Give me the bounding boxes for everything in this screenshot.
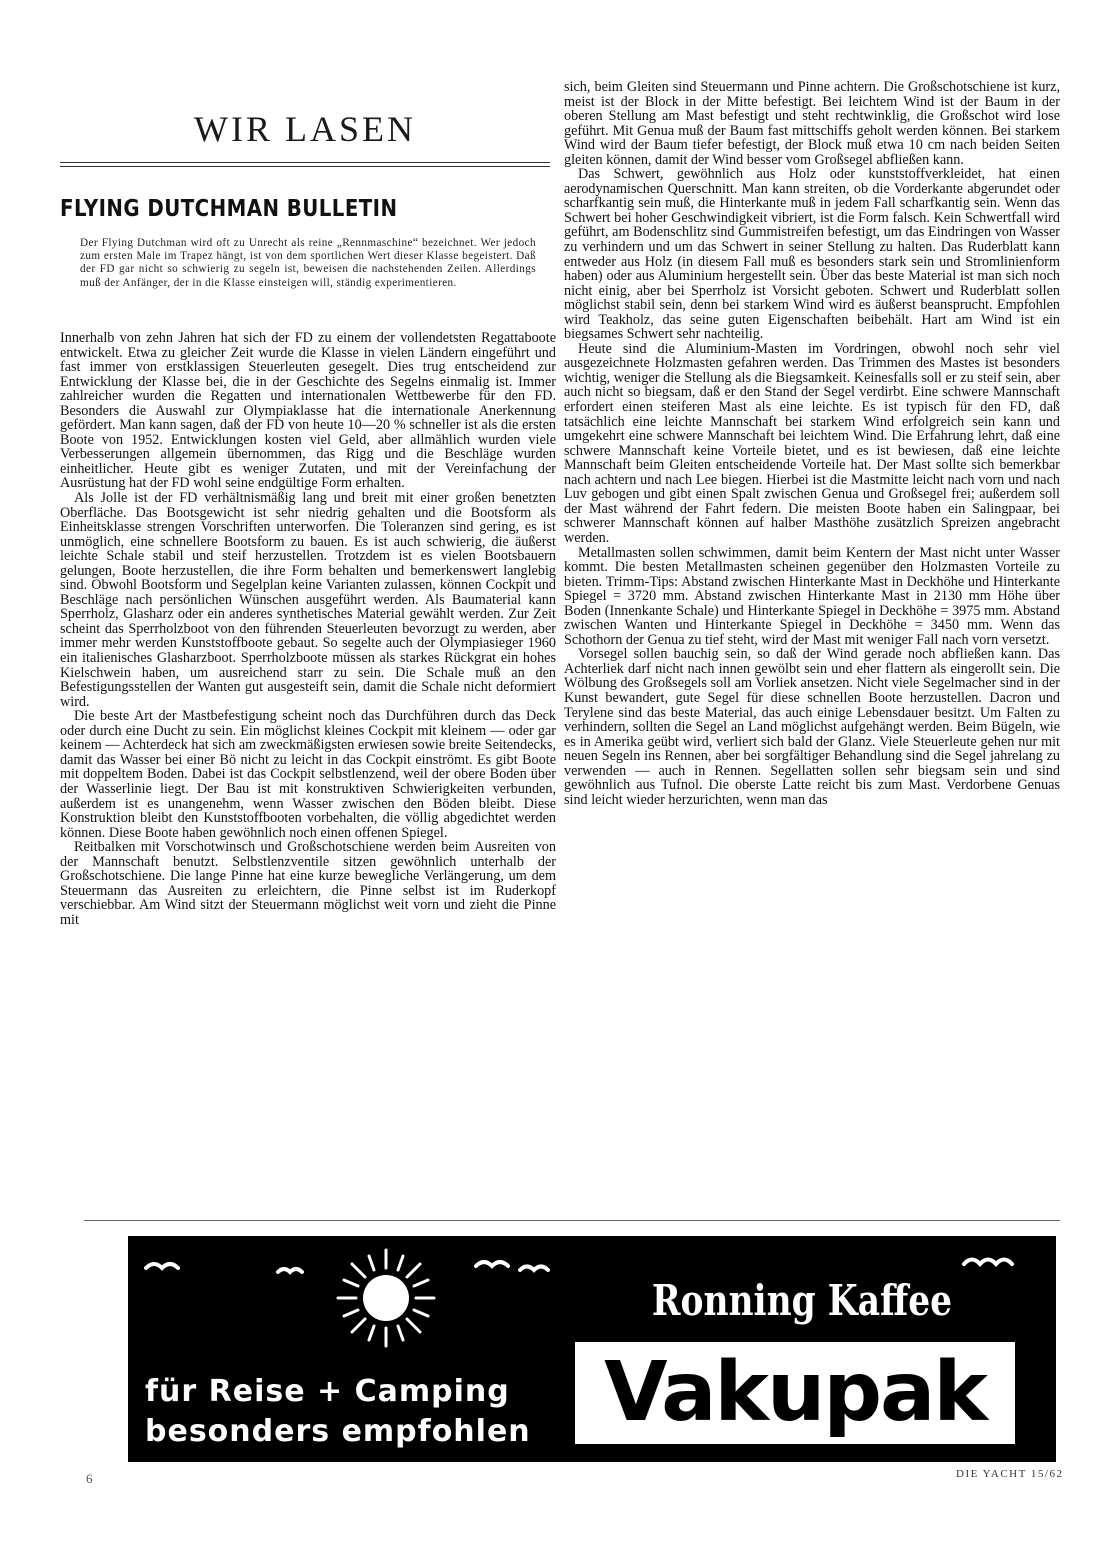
sun-and-gulls-illustration [128,1236,588,1376]
paragraph: Die beste Art der Mastbefestigung scheint noch das Durchführen durch das Deck oder durch eine Ducht zu sein. Ein möglichst kleines Cockpit mit kleinem — oder gar keinem — Achterdeck hat sich am zweckmäßigsten erwiesen sowie breite Seitendecks, damit das Wasser bei einer Bö nicht zu leicht in das Cockpit einströmt. Es gibt Boote mit doppeltem Boden. Dabei ist das Cockpit selbstlenzend, weil der obere Boden über der Wasserlinie liegt. Der Bau ist mit konstruktiven Schwierigkeiten verbunden, außerdem ist es unangenehm, wenn Wasser zwischen den Böden bleibt. Diese Konstruktion bleibt den Kunststoffbooten vorbehalten, die völlig abgedichtet werden können. Diese Boote haben gewöhnlich noch einen offenen Spiegel. [60,708,556,841]
left-column [60,331,556,927]
paragraph: Reitbalken mit Vorschotwinsch und Großschotschiene werden beim Ausreiten von der Mannschaft benutzt. Selbstlenzventile sitzen gewöhnlich unterhalb der Großschotschiene. Die lange Pinne hat eine kurze bewegliche Verlängerung, um dem Steuermann das Ausreiten zu erleichtern, die Pinne selbst ist im Ruderkopf verschiebbar. Am Wind sitzt der Steuermann möglichst weit vorn und zieht die Pinne mit [60,839,556,928]
sun-icon [338,1250,434,1346]
paragraph: Innerhalb von zehn Jahren hat sich der FD zu einem der vollendetsten Regattaboote entwickelt. Etwa zu gleicher Zeit wurde die Klasse in vielen Ländern eingeführt und fast immer von erstklassigen Steuerleuten gesegelt. Dies trug entscheidend zur Entwicklung der Klasse bei, die in der Geschichte des Segelns einmalig ist. Immer zahlreicher wurden die Regatten und internationalen Wettbewerbe für den FD. Besonders die Auswahl zur Olympiaklasse hat die internationale Anerkennung gefördert. Man kann sagen, daß der FD von heute 10—20 % schneller ist als die ersten Boote von 1952. Entwicklungen kosten viel Geld, aber allmählich wurden viele Verbesserungen allgemein übernommen, das Rigg und die Beschläge wurden einheitlicher. Heute gibt es weniger Zutaten, und mit der Vereinfachung der Ausrüstung hat der FD wohl seine endgültige Form erhalten. [60,330,556,492]
article-headline: FLYING DUTCHMAN BULLETIN [60,196,398,222]
section-title: WIR LASEN [194,109,416,149]
title-rule-top [60,162,550,163]
magazine-issue: DIE YACHT 15/62 [956,1468,1064,1480]
paragraph: Heute sind die Aluminium-Masten im Vordringen, obwohl noch sehr viel ausgezeichnete Holzmasten gefahren werden. Das Trimmen des Mastes ist besonders wichtig, weniger die Stellung als die Biegsamkeit. Keinesfalls soll er zu steif sein, aber auch nicht so biegsam, daß er den Stand der Segel verdirbt. Eine schwere Mannschaft erfordert einen steiferen Mast als eine leichte. Es ist typisch für den FD, daß tatsächlich eine leichte Mannschaft bei starkem Wind erfolgreich sein kann und umgekehrt eine schwere Mannschaft bei leichtem Wind. Die Erfahrung lehrt, daß eine schwere Mannschaft keine Vorteile bietet, und es ist bewiesen, daß eine leichte Mannschaft beim Gleiten entscheidende Vorteile hat. Der Mast sollte sich bemerkbar nach achtern und nach Lee biegen. Hierbei ist die Mastmitte leicht nach vorn und nach Luv gebogen und gibt einen Spalt zwischen Genua und Großsegel frei; außerdem soll der Mast während der Fahrt federn. Die meisten Boote haben ein Salingpaar, bei schwerer Mannschaft können auf halber Masthöhe zusätzlich Spreizen angebracht werden. [564,340,1060,546]
right-column [564,80,1060,807]
ad-product-box [575,1342,1015,1444]
paragraph: sich, beim Gleiten sind Steuermann und Pinne achtern. Die Großschotschiene ist kurz, meist ist der Block in der Mitte befestigt. Bei leichtem Wind ist der Baum in der oberen Stellung am Mast befestigt und steht rechtwinklig, die Großschot wird lose geführt. Mit Genua muß der Baum fast mittschiffs geholt werden können. Bei starkem Wind wird der Baum tiefer befestigt, der Block muß etwa 10 cm nach beiden Seiten gleiten können, damit der Wind besser vom Großsegel abfließen kann. [564,79,1060,168]
paragraph: Als Jolle ist der FD verhältnismäßig lang und breit mit einer großen benetzten Oberfläche. Das Bootsgewicht ist sehr niedrig gehalten und die Bootsform als Einheitsklasse strengen Vorschriften unterworfen. Die Toleranzen sind gering, es ist unmöglich, eine schnellere Bootsform zu bauen. Es ist auch schwierig, die äußerst leichte Schale stabil und steif herzustellen. Trotzdem ist es vielen Bootsbauern gelungen, Boote herzustellen, die ihre Form behalten und bemerkenswert langlebig sind. Obwohl Bootsform und Segelplan keine Varianten zulassen, können Cockpit und Beschläge nach persönlichen Wünschen ausgeführt werden. Als Baumaterial kann Sperrholz, Glasharz oder ein anderes synthetisches Material gewählt werden. Zur Zeit scheint das Sperrholzboot von den führenden Steuerleuten bevorzugt zu werden, aber immer mehr werden Kunststoffboote gebaut. So segelte auch der Olympiasieger 1960 ein italienisches Glasharzboot. Sperrholzboote müssen als starkes Rückgrat ein hohes Kielschwein haben, um ausreichend starr zu sein. Die Schale muß an den Befestigungsstellen der Wanten gut ausgesteift sein, damit die Schale nicht deformiert wird. [60,490,556,710]
ad-slogan-line-2: besonders empfohlen [145,1414,531,1449]
ad-product-name: Vakupak [604,1345,986,1440]
advertisement [128,1236,1056,1462]
paragraph: Metallmasten sollen schwimmen, damit beim Kentern der Mast nicht unter Wasser kommt. Die besten Metallmasten scheinen gegenüber den Holzmasten Vorteile zu bieten. Trimm-Tips: Abstand zwischen Hinterkante Mast in Deckhöhe und Hinterkante Spiegel = 3720 mm. Abstand zwischen Hinterkante Mast in 2130 mm Höhe über Boden (Innenkante Schale) und Hinterkante Spiegel in Deckhöhe = 3975 mm. Abstand zwischen Wanten und Hinterkante Spiegel in Deckhöhe = 3450 mm. Wenn das Schothorn der Genua zu tief steht, wird der Mast mit weniger Fall nach vorn versetzt. [564,544,1060,648]
paragraph: Vorsegel sollen bauchig sein, so daß der Wind gerade noch abfließen kann. Das Achterliek darf nicht nach innen gewölbt sein und eher flattern als eingerollt sein. Die Wölbung des Großsegels soll am Vorliek ansetzen. Nicht viele Segelmacher sind in der Kunst bewandert, gute Segel für diese schnellen Boote herzustellen. Dacron und Terylene sind das beste Material, das auch einige Lebensdauer besitzt. Um Falten zu verhindern, sollten die Segel an Land möglichst aufgehängt werden. Beim Bügeln, wie es in Amerika geübt wird, verliert sich bald der Glanz. Viele Steuerleute gehen nur mit neuen Segeln ins Rennen, aber bei sorgfältiger Behandlung sind die Segel jahrelang zu verwenden — auch in Rennen. Segellatten sollen sehr biegsam sein und sind gewöhnlich aus Tufnol. Die oberste Latte reicht bis zum Mast. Verdorbene Genuas sind leicht wieder herzurichten, wenn man das [564,646,1060,808]
seagull-icons [146,1262,548,1272]
seagull-icon-right [960,1250,1020,1270]
title-rule-bottom [60,166,550,167]
article-intro: Der Flying Dutchman wird oft zu Unrecht als reine „Rennmaschine“ bezeichnet. Wer jedoch zum ersten Male im Trapez hängt, ist von dem sportlichen Wert dieser Klasse begeistert. Daß der FD gar nicht so schwierig zu segeln ist, beweisen die nachstehenden Zeilen. Allerdings muß der Anfänger, der in die Klasse einsteigen will, ständig experimentieren. [80,237,536,289]
ad-brand-name: Ronning Kaffee [651,1276,953,1325]
page-number: 6 [86,1471,93,1486]
paragraph: Das Schwert, gewöhnlich aus Holz oder kunststoffverkleidet, hat einen aerodynamischen Querschnitt. Man kann streiten, ob die Vorderkante abgerundet oder scharfkantig sein muß, die Hinterkante muß in jedem Fall scharfkantig sein. Wenn das Schwert bei hoher Geschwindigkeit vibriert, ist die Form falsch. Kein Schwertfall wird geführt, am Bodenschlitz sind Gummistreifen befestigt, um das Eindringen von Wasser zu verhindern und um das Schwert in seiner Stellung zu halten. Das Ruderblatt kann entweder aus Holz (in diesem Fall muß es besonders stark sein und Stromlinienform haben) oder aus Aluminium hergestellt sein. Über das beste Material ist man sich noch nicht einig, aber bei Sperrholz ist Vorsicht geboten. Schwert und Ruderblatt sollen möglichst stabil sein, denn bei starkem Wind wird es äußerst beansprucht. Empfohlen wird Teakholz, das seine guten Eigenschaften beibehält. Hart am Wind ist ein biegsames Schwert sehr nachteilig. [564,166,1060,343]
article-end-rule [84,1220,1060,1221]
ad-slogan-line-1: für Reise + Camping [145,1374,510,1409]
